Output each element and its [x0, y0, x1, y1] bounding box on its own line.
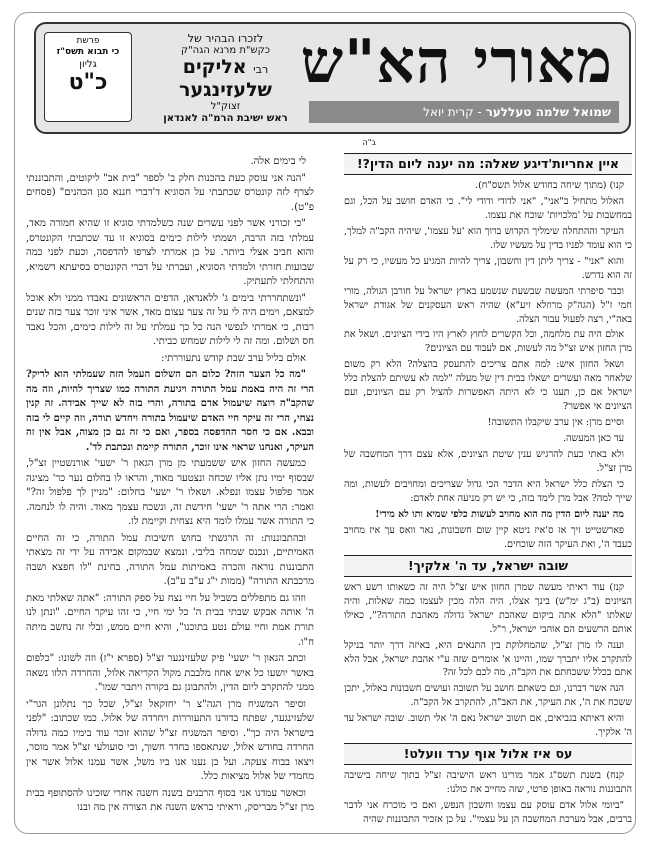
paragraph: ולא באתי כעת להרגיש ענין שיטת הציונים, אלא עצם דרך המחשבה של מרן זצ"ל.: [344, 449, 632, 475]
left-column: [26, 155, 314, 818]
paragraph: אולם בליל ערב שבת קודש נתעוררתי:: [161, 352, 306, 364]
author-bar: [309, 101, 619, 123]
bsd-mark: ב"ה: [362, 138, 376, 147]
paragraph: פארשטייט זיך אז ס'איז ניטא קיין שום חשבונות, נאר וואס עך איז מחויב כעבד ה', ואת העיקר הזה שוכחים.: [344, 524, 632, 550]
paragraph: אולם היה עת מלחמה, וכל הקשרים לחוץ לארץ היו בידי הציונים. ושאל את מרן החזון איש זצ"ל מה לעשות, אם לעבוד עם הציונים?: [344, 329, 632, 355]
paragraph: האלול מתחיל ב"אני", "אני לדודי ודודי לי". כי האדם חושב על הכל, וגם במחשבות על 'מלכויות' שוכח את עצמו.: [344, 195, 632, 221]
paragraph: "ונשתחררתי בימים ג' ללאנדאן, הדפים הראשונים נאבדו ממני ולא אוכל למצאם, וימים היה לי על זה צער עצום מאד, אשר איני זוכר צער כזה שנים רבות, כי אמרתי לנפשי הנה כל כך עמלתי על זה לילות כימים, והכל נאבד חס ושלום. ומה זה לי לילות שמחש כביתי.: [26, 292, 314, 348]
paragraph: עד כאן המעשה.: [562, 433, 624, 445]
paragraph: "הנה אני עוסק כעת בהכנות חלק ב' לספר "בית אב" ליקוטים, והתבוננתי לצרף לזה קונטרס שכתבתי על הסוגיא ד'דברי חננא סגן הכהנים" (פסחים פ"ט).: [26, 172, 314, 213]
paragraph: קנח) בשנת תשס"ג אמר מורינו ראש הישיבה זצ"ל בתוך שיחה בישיבה התבוננות נוראה באופן פרטי, שזה מחייב את כולנו:: [344, 770, 632, 796]
paragraph: וכאשר עמדנו אני בסוף הרבנים בשנה חשנה אחרי שזכינו להסתופף בבית מרן זצ"ל מבריסק, וראיתי בראש השנה את הצורה אין מה ובנו: [26, 787, 314, 814]
memorial-line1: לזכרו הבהיר של: [187, 32, 264, 45]
newsletter-title: מאורי הא"ש: [300, 27, 613, 97]
section-title-2: שובה ישראל, עד ה' אלקיך!: [344, 555, 632, 577]
paragraph: וכבר סיפרתי המעשה שבשעת שנשמע בארץ ישראל על חורבן הגולה, מורי חמי ז"ל (הגה"ק מרוזלא זיע"א) שהיה ראש העסקנים של אגודת ישראל באה"י, רצה לפעול עבור הצלה.: [344, 285, 632, 325]
paragraph: הנה אשר דברנו, וגם כשאתם חושב על תשובה ועושים חשבונות באלול, יתכן ששכח את ה', את העיקר, את האב"ה, להתקרב אל הקב"ה.: [344, 683, 632, 709]
memorial-dedication: [148, 32, 303, 125]
paragraph: ושאל החזון איש: למה אתם צריכים להתעסק בהצלה? הלא רק משום שלאחר מאה ועשרים ישאלו בבית דין של מעלה "למה לא עשיתם להצלת כלל ישראל אם כן, תענו כי לא היתה האפשרות להציל רק עם הציונים, ועם הציונים אי אפשר?: [344, 359, 632, 413]
author-name: שמואל שלמה טעללער: [485, 105, 611, 119]
parsha-box: [44, 32, 132, 122]
paragraph: מה יענה ליום הדין מה הוא מחויב לעשות כלפי שמיא ותו לא מידי!: [375, 508, 624, 520]
paragraph: וסיים מרן: אין ערב שיקבלו התשובה!: [487, 417, 624, 429]
paragraph: "כי זכורני אשר לפני עשרים שנה כשלמדתי סוגיא זו שהיא חמורה מאד, עמלתי בזה הרבה, ושמתי לילות כימים בסוגיא זו עד שכתבתי הקונטרס, והוא חביב אצלי ביותר. על כן אמרתי לצרפו להדפסה, וכעת לפני כמה שבועות חזרתי ולמדתי הסוגיא, ועברתי על דברי הקונטרס בסיעתא דשמיא, והתחלתי לתעתיק.: [26, 218, 314, 288]
memorial-line2: כקש"ת מרנא הגה"ק: [180, 45, 270, 56]
paragraph: וענה לו מרן זצ"ל, שהמחלוקת בין התנאים היא, באיזה דרך יותר בניקל להתקרב אליו יתברך שמו, והיינו א' אומרים שזה ע"י אהבת ישראל, אבל הלא אתם בכלל ששכחתם את הקב"ה, מה לכם לכל זה?: [344, 639, 632, 679]
section-title-1: איין אחריות'דיגע שאלה: מה יענה ליום הדין?!: [344, 153, 632, 175]
memorial-name1-text: אליקים: [182, 56, 247, 78]
paragraph: לי בימים אלה.: [250, 156, 306, 167]
paragraph: ובהתבוננות: זה הרגשתי בחוש חשיבות עמל התורה, כי זה החיים האמיתיים, ונכנס שמחה בליבי. ונמצא שבמקום אבידה על ידי זה מצאתי התבוננות נוראה והכרה באמיתות עמל התורה, בחינת "לו חפצא ושבה מרכבתא התורה" (ממות י"ג ע"ב ע"ב).: [26, 532, 314, 588]
memorial-title: ראש ישיבת הרמ"ה לאנדאן: [163, 113, 288, 124]
paragraph: וסיפר המשגיח מרן הגה"צ ר' יחזקאל זצ"ל, שכל כך נתלונן הגר"י שלעזינגער, שפתח בדורנו התעוררות ויחרדה של אלול. כמו שכתוב: "לפני בישראל היה כך". וסיפר המשגיח זצ"ל שהוא זוכר עוד בימיו כמה גדולה החרדה בחודש אלול, שנתאספו בחדר חשוך, וכי סועולעי זצ"ל אמר מוסר, ויצאו בבוח צעקה. ועל כן נענו אנו ביו משל, אשר עמנו אלול אשר אין מחמדי של אלול מציאות כלל.: [26, 698, 314, 783]
memorial-name1: [148, 57, 303, 80]
section-2-body: [344, 581, 632, 740]
paragraph: והוא "אני" - צריך ליתן דין וחשבון, צריך להיות המגיע כל מעשיו, כי רק על זה הוא נדרש.: [344, 255, 632, 281]
memorial-honorific: זצוק"ל: [210, 101, 241, 112]
section-1-body: [344, 179, 632, 552]
parsha-label: פרשת: [76, 36, 100, 46]
paragraph: קנז) עוד ראיתי מעשה שמרן החזון איש זצ"ל היה זה כשאותו רשע ראש הציונים (ב"ג ימ"ש) בינך אצלו, היה הלה מכין לעצמו כמה שאלות, והיה שאלתו "הלא אתה ביקום שאהבת ישראל גדולה מאהבת התורה?", כאילו אותם הרשעים הם אוהבי ישראל, ר"ל.: [344, 581, 632, 635]
paragraph: "ביומי אלול אדם עוסק עם עצמו וחשבון הנפש, ואם כי מוכרח אני לדבר ברבים, אבל מערכת המחשבה הן על עצמי". על כן אזכיר התבוננות שהיה: [344, 800, 632, 826]
parsha-name: כי תבוא תשס"ז: [56, 47, 120, 57]
paragraph: כי הצלת כלל ישראל היא הדבר הכי גדול שצריכים ומחויבים לעשות, ומה שייך למה? אבל מרן לימד בזה, כי יש רק מניעה אחת לאדם:: [344, 479, 632, 504]
paragraph: "מה כל הצער הזה? כלום הם השלום העמל הזה שעמלתי הוא לריק? הרי זה היה באמת עמל התורה ויגיעת התורה כמו שצריך להיות, וזה מה שהקב"ה רוצה שיעמול אדם בתורה, והרי בזה לא שייך אבידה. זה קנין נצחי, הרי זה עיקר חיי האדם שיעמול בתורה ויחדש תורה, וזה קיים לי בזה ובבא. אם כי חסר ההדפסה בספר, ואם כי זה גם כן מצוה, אבל אין זה העיקר, ואנחנו שראוי אינו זוכר, התורה קיימת ונכתבת לד'.: [26, 369, 314, 453]
section-title-3: עס איז אלול אוף ערד וועלט!: [344, 743, 632, 765]
paragraph: והיא דאיתא בגביאים, אם תשוב ישראל נאם ה' אלי תשוב. שובה ישראל עד ה' אלקיך.: [344, 713, 632, 739]
author-place: - קרית יואל: [423, 105, 486, 119]
section-3-body: [344, 769, 632, 827]
memorial-name2: שלעזינגער: [179, 79, 272, 101]
paragraph: העיקר וההתחלה שימליך הקדוש ברוך הוא 'על עצמו', שיהיה הקב"ה למלך, כי הוא עומד לפניו בדין על מעשיו שלו.: [344, 225, 632, 251]
masthead: [34, 22, 631, 134]
paragraph: קנו) (מתוך שיחה בחודש אלול תשס"ח).: [475, 179, 624, 191]
right-column: [344, 150, 632, 829]
issue-number: כ"ט: [68, 70, 108, 95]
paragraph: כמעשה החזון איש ששמעתי מן מרן הגאון ר' ישעי' אורנשטיין זצ"ל, שבסוף ימיו נתן אליו שכחה ונצטער מאוד, והראו לו בחלום נער כר' מציגה אמר פלפול עצמו ונפלא. ושאלו ר' ישעי' בחלום: "מניין לך פלפול זה?" ואמר: הרי אתה ר' ישעי' חידשת זה, ונשכח עצמך מאוד. והיה לו לנחמה. כי התורה אשר עמלו לומד היא נצחית וקיימת לו.: [26, 458, 314, 528]
issue-label: גליון: [79, 59, 97, 70]
paragraph: וזהו גם מתפללים בשביל על חיי נצח על ספק התורה: "אתה שאלתי מאת ה' אותה אבקש שבתי בבית ה' כל ימי חיי, כי זהו עיקר החיים. "ונתן לנו תורת אמת וחיי עולם נטע בתוכנו", והיא חיים ממש, ובלי זה נחשב מיתה ח"ו.: [26, 592, 314, 648]
paragraph: וכתב הגאון ר' ישעי' פיק שלעזינגער זצ"ל (ספרא י"ז) וזה לשונו: "כלפום באשר יושעו כל איש אחוז מלבבת מקול הקריאה אלול, והחרדה הלזו נשאה ממני להתקרב ליום הדין, ולהתבונן גם בקורה ויתבר שמו".: [26, 653, 314, 694]
memorial-name-prefix: רבי: [253, 63, 269, 76]
